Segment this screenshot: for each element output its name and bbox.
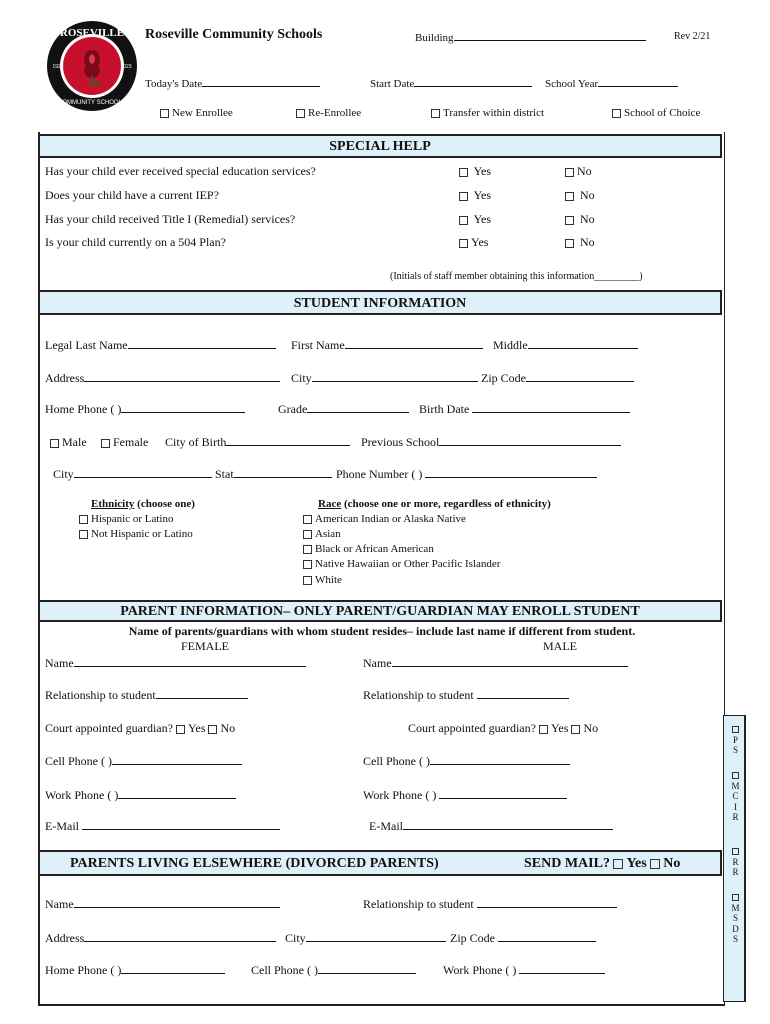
rr-label: RR xyxy=(732,856,739,877)
male-email-label: E-Mail xyxy=(369,819,403,833)
female-court-guardian xyxy=(45,721,235,736)
msds-label: MSDS xyxy=(731,902,740,944)
yes-label: Yes xyxy=(473,212,492,226)
special-ed-yes[interactable] xyxy=(459,164,491,179)
male-cell-phone-field[interactable] xyxy=(363,754,570,769)
transfer-label: Transfer within district xyxy=(443,107,545,119)
question-504: Is your child currently on a 504 Plan? xyxy=(45,235,226,249)
elsewhere-cell-phone-label: Cell Phone ( ) xyxy=(251,963,318,977)
address-field[interactable] xyxy=(45,371,280,386)
asian-label: Asian xyxy=(315,528,341,540)
male-name-label: Name xyxy=(363,656,392,670)
transfer-option[interactable] xyxy=(431,107,544,119)
female-option[interactable] xyxy=(101,435,148,450)
yes-label: Yes xyxy=(473,164,492,178)
home-phone-label: Home Phone ( ) xyxy=(45,402,122,416)
male-relationship-field[interactable] xyxy=(363,688,569,703)
logo-top-text: ROSEVILLE xyxy=(59,27,125,39)
male-cell-phone-label: Cell Phone ( ) xyxy=(363,754,430,768)
male-relationship-label: Relationship to student xyxy=(363,688,474,702)
new-enrollee-option[interactable] xyxy=(160,107,233,119)
ps-checkbox[interactable] xyxy=(732,726,739,733)
yes-label: Yes xyxy=(473,188,492,202)
no-label: No xyxy=(577,164,592,178)
send-mail-no-checkbox[interactable] xyxy=(650,859,660,869)
pacific-islander-checkbox[interactable] xyxy=(303,560,312,569)
male-court-no-checkbox[interactable] xyxy=(571,725,580,734)
elsewhere-zip-field[interactable] xyxy=(450,931,596,946)
female-cell-phone-label: Cell Phone ( ) xyxy=(45,754,112,768)
plan-504-no-checkbox[interactable] xyxy=(565,239,574,248)
male-court-label: Court appointed guardian? xyxy=(408,721,536,735)
address-label: Address xyxy=(45,371,85,385)
elsewhere-title: PARENTS LIVING ELSEWHERE (DIVORCED PARENTS) xyxy=(70,856,439,871)
ethnicity-not-hispanic[interactable] xyxy=(79,528,193,540)
state-field[interactable] xyxy=(215,467,332,482)
re-enrollee-label: Re-Enrollee xyxy=(308,107,362,119)
send-mail-yes-label: Yes xyxy=(626,856,647,871)
female-court-label: Court appointed guardian? xyxy=(45,721,173,735)
zip-code-field[interactable] xyxy=(481,371,634,386)
race-heading xyxy=(318,498,551,510)
race-note: (choose one or more, regardless of ethnicity) xyxy=(343,498,551,510)
previous-city-field[interactable] xyxy=(53,467,212,482)
todays-date-label: Today's Date xyxy=(145,78,203,90)
asian-checkbox[interactable] xyxy=(303,530,312,539)
building-label: Building xyxy=(415,32,454,44)
special-ed-no[interactable] xyxy=(565,164,592,179)
first-name-label: First Name xyxy=(291,338,345,352)
elsewhere-city-label: City xyxy=(285,931,306,945)
female-checkbox[interactable] xyxy=(101,439,110,448)
start-date-field[interactable] xyxy=(370,76,532,90)
male-court-yes-checkbox[interactable] xyxy=(539,725,548,734)
home-phone-field[interactable] xyxy=(45,402,245,417)
female-email-label: E-Mail xyxy=(45,819,79,833)
school-of-choice-label: School of Choice xyxy=(624,107,701,119)
office-msds[interactable] xyxy=(724,892,747,945)
american-indian-label: American Indian or Alaska Native xyxy=(315,513,466,525)
title-i-yes[interactable] xyxy=(459,212,491,227)
female-name-label: Name xyxy=(45,656,74,670)
title-i-no-checkbox[interactable] xyxy=(565,216,574,225)
mcir-checkbox[interactable] xyxy=(732,772,739,779)
elsewhere-work-phone-field[interactable] xyxy=(443,963,605,978)
student-info-title: STUDENT INFORMATION xyxy=(293,296,467,311)
grade-field[interactable] xyxy=(278,402,409,417)
female-name-field[interactable] xyxy=(45,656,306,671)
re-enrollee-option[interactable] xyxy=(296,107,361,119)
race-white[interactable] xyxy=(303,574,342,586)
elsewhere-address-label: Address xyxy=(45,931,85,945)
no-label: No xyxy=(580,212,595,226)
male-court-yes-label: Yes xyxy=(550,721,569,735)
ethnicity-note: (choose one) xyxy=(137,498,195,510)
question-special-ed: Has your child ever received special education services? xyxy=(45,164,316,178)
iep-yes-checkbox[interactable] xyxy=(459,192,468,201)
birth-date-label: Birth Date xyxy=(419,402,470,416)
female-court-yes-checkbox[interactable] xyxy=(176,725,185,734)
race-asian[interactable] xyxy=(303,528,341,540)
elsewhere-work-phone-label: Work Phone ( ) xyxy=(443,963,517,977)
ethnicity-heading xyxy=(91,498,195,510)
male-email-field[interactable] xyxy=(369,819,613,834)
female-work-phone-label: Work Phone ( ) xyxy=(45,788,119,802)
legal-last-name-field[interactable] xyxy=(45,338,276,353)
female-heading: FEMALE xyxy=(181,639,229,653)
male-work-phone-field[interactable] xyxy=(363,788,567,803)
black-label: Black or African American xyxy=(315,543,434,555)
elsewhere-zip-label: Zip Code xyxy=(450,931,495,945)
male-name-field[interactable] xyxy=(363,656,628,671)
female-court-no-checkbox[interactable] xyxy=(208,725,217,734)
grade-label: Grade xyxy=(278,402,308,416)
school-of-choice-option[interactable] xyxy=(612,107,700,119)
special-ed-no-checkbox[interactable] xyxy=(565,168,574,177)
todays-date-field[interactable] xyxy=(145,76,320,90)
elsewhere-name-label: Name xyxy=(45,897,74,911)
female-work-phone-field[interactable] xyxy=(45,788,236,803)
no-label: No xyxy=(580,235,595,249)
msds-checkbox[interactable] xyxy=(732,894,739,901)
city-of-birth-label: City of Birth xyxy=(165,435,227,449)
office-mcir[interactable] xyxy=(724,770,747,823)
american-indian-checkbox[interactable] xyxy=(303,515,312,524)
female-label: Female xyxy=(113,435,149,449)
white-label: White xyxy=(315,574,342,586)
male-court-no-label: No xyxy=(583,721,599,735)
logo-right-year: 2023 xyxy=(120,64,132,70)
school-year-field[interactable] xyxy=(545,76,678,90)
middle-name-field[interactable] xyxy=(493,338,638,353)
legal-last-name-label: Legal Last Name xyxy=(45,338,128,352)
office-use-sidebar xyxy=(723,715,746,1002)
ethnicity-hispanic[interactable] xyxy=(79,513,173,525)
middle-label: Middle xyxy=(493,338,528,352)
building-field[interactable] xyxy=(415,30,646,44)
previous-school-label: Previous School xyxy=(361,435,440,449)
female-cell-phone-field[interactable] xyxy=(45,754,242,769)
school-year-label: School Year xyxy=(545,78,599,90)
female-email-field[interactable] xyxy=(45,819,280,834)
male-option[interactable] xyxy=(50,435,87,450)
elsewhere-name-field[interactable] xyxy=(45,897,280,912)
elsewhere-home-phone-field[interactable] xyxy=(45,963,225,978)
race-pacific-islander[interactable] xyxy=(303,558,500,570)
phone-number-field[interactable] xyxy=(336,467,597,482)
re-enrollee-checkbox[interactable] xyxy=(296,109,305,118)
first-name-field[interactable] xyxy=(291,338,483,353)
plan-504-yes-checkbox[interactable] xyxy=(459,239,468,248)
office-ps[interactable] xyxy=(724,724,747,756)
iep-no-checkbox[interactable] xyxy=(565,192,574,201)
rr-checkbox[interactable] xyxy=(732,848,739,855)
mcir-label: MCIR xyxy=(731,780,740,822)
elsewhere-relationship-field[interactable] xyxy=(363,897,617,912)
question-iep: Does your child have a current IEP? xyxy=(45,188,219,202)
new-enrollee-checkbox[interactable] xyxy=(160,109,169,118)
start-date-label: Start Date xyxy=(370,78,415,90)
title-i-yes-checkbox[interactable] xyxy=(459,216,468,225)
transfer-checkbox[interactable] xyxy=(431,109,440,118)
male-checkbox[interactable] xyxy=(50,439,59,448)
plan-504-no[interactable] xyxy=(565,235,595,250)
student-info-header xyxy=(38,290,722,315)
pacific-islander-label: Native Hawaiian or Other Pacific Islander xyxy=(315,558,501,570)
hispanic-label: Hispanic or Latino xyxy=(91,513,174,525)
elsewhere-relationship-label: Relationship to student xyxy=(363,897,474,911)
parent-info-header xyxy=(38,600,722,622)
special-ed-yes-checkbox[interactable] xyxy=(459,168,468,177)
school-logo xyxy=(46,20,138,112)
plan-504-yes[interactable] xyxy=(459,235,488,250)
female-court-no-label: No xyxy=(220,721,236,735)
female-court-yes-label: Yes xyxy=(187,721,206,735)
logo-left-year: 1923 xyxy=(52,64,64,70)
rev-label: Rev 2/21 xyxy=(674,31,711,42)
state-label: Stat xyxy=(215,467,234,481)
female-relationship-field[interactable] xyxy=(45,688,248,703)
zip-code-label: Zip Code xyxy=(481,371,526,385)
special-help-header xyxy=(38,134,722,158)
city-label: City xyxy=(291,371,312,385)
race-black[interactable] xyxy=(303,543,434,555)
question-title-i: Has your child received Title I (Remedial) services? xyxy=(45,212,296,226)
female-relationship-label: Relationship to student xyxy=(45,688,156,702)
school-name: Roseville Community Schools xyxy=(145,27,323,42)
parent-info-subtitle: Name of parents/guardians with whom student resides– include last name if different from student. xyxy=(128,624,636,638)
elsewhere-header xyxy=(38,850,722,876)
male-work-phone-label: Work Phone ( ) xyxy=(363,788,437,802)
send-mail-group xyxy=(524,852,680,876)
birth-date-field[interactable] xyxy=(419,402,630,417)
iep-yes[interactable] xyxy=(459,188,491,203)
send-mail-label: SEND MAIL? xyxy=(524,856,610,871)
city-field[interactable] xyxy=(291,371,478,386)
parent-info-title: PARENT INFORMATION– ONLY PARENT/GUARDIAN MAY ENROLL STUDENT xyxy=(120,604,640,619)
logo-bottom-text: COMMUNITY SCHOOLS xyxy=(58,100,126,106)
male-heading: MALE xyxy=(543,639,577,653)
elsewhere-cell-phone-field[interactable] xyxy=(251,963,416,978)
school-of-choice-checkbox[interactable] xyxy=(612,109,621,118)
send-mail-no-label: No xyxy=(663,856,681,871)
title-i-no[interactable] xyxy=(565,212,595,227)
office-rr[interactable] xyxy=(724,846,747,878)
ps-label: PS xyxy=(732,734,738,755)
race-american-indian[interactable] xyxy=(303,513,466,525)
phone-number-label: Phone Number ( ) xyxy=(336,467,423,481)
elsewhere-address-field[interactable] xyxy=(45,931,276,946)
special-help-title: SPECIAL HELP xyxy=(329,139,431,154)
white-checkbox[interactable] xyxy=(303,576,312,585)
previous-school-field[interactable] xyxy=(361,435,621,450)
new-enrollee-label: New Enrollee xyxy=(172,107,233,119)
no-label: No xyxy=(580,188,595,202)
city-of-birth-field[interactable] xyxy=(165,435,350,450)
ethnicity-title: Ethnicity xyxy=(91,498,135,510)
elsewhere-city-field[interactable] xyxy=(285,931,446,946)
not-hispanic-checkbox[interactable] xyxy=(79,530,88,539)
send-mail-yes-checkbox[interactable] xyxy=(613,859,623,869)
male-court-guardian xyxy=(408,721,598,736)
male-label: Male xyxy=(62,435,87,449)
previous-city-label: City xyxy=(53,467,74,481)
hispanic-checkbox[interactable] xyxy=(79,515,88,524)
not-hispanic-label: Not Hispanic or Latino xyxy=(91,528,193,540)
black-checkbox[interactable] xyxy=(303,545,312,554)
yes-label: Yes xyxy=(471,235,489,249)
elsewhere-home-phone-label: Home Phone ( ) xyxy=(45,963,122,977)
race-title: Race xyxy=(318,498,342,510)
initials-note: (Initials of staff member obtaining this information_________) xyxy=(390,271,643,282)
iep-no[interactable] xyxy=(565,188,595,203)
